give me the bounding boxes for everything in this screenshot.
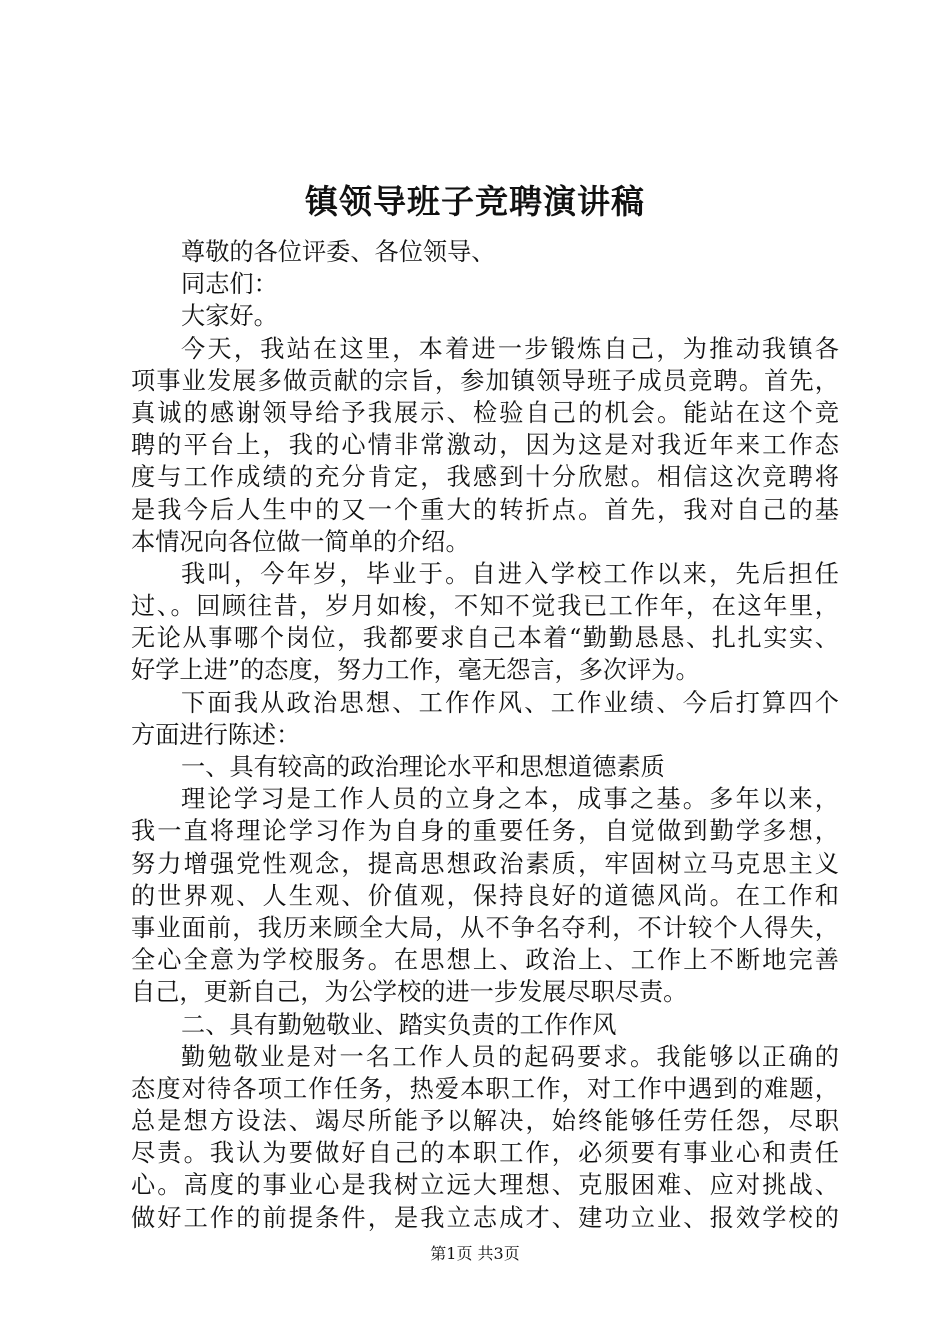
document-body bbox=[131, 236, 839, 1234]
text-line: 过、。回顾往昔，岁月如梭，不知不觉我已工作年，在这年里， bbox=[131, 592, 839, 621]
text-line: 自己，更新自己，为公学校的进一步发展尽职尽责。 bbox=[131, 978, 688, 1007]
text-line: 心。高度的事业心是我树立远大理想、克服困难、应对挑战、 bbox=[131, 1171, 839, 1200]
text-line: 勤勉敬业是对一名工作人员的起码要求。我能够以正确的 bbox=[181, 1042, 839, 1071]
text-line: 的世界观、人生观、价值观，保持良好的道德风尚。在工作和 bbox=[131, 881, 839, 910]
text-line: 总是想方设法、竭尽所能予以解决，始终能够任劳任怨，尽职 bbox=[131, 1107, 839, 1136]
text-line: 是我今后人生中的又一个重大的转折点。首先，我对自己的基 bbox=[131, 495, 839, 524]
page-footer: 第1页 共3页 bbox=[430, 1244, 520, 1263]
text-line: 尊敬的各位评委、各位领导、 bbox=[181, 238, 496, 266]
text-line: 理论学习是工作人员的立身之本，成事之基。多年以来， bbox=[181, 785, 839, 814]
text-line: 全心全意为学校服务。在思想上、政治上、工作上不断地完善 bbox=[131, 946, 839, 975]
text-line: 做好工作的前提条件，是我立志成才、建功立业、报效学校的 bbox=[131, 1203, 839, 1232]
text-line: 态度对待各项工作任务，热爱本职工作，对工作中遇到的难题， bbox=[131, 1074, 839, 1103]
text-line: 同志们： bbox=[181, 270, 278, 299]
text-line: 二、具有勤勉敬业、踏实负责的工作作风 bbox=[181, 1010, 617, 1039]
text-line: 好学上进”的态度，努力工作，毫无怨言，多次评为。 bbox=[131, 656, 700, 685]
text-line: 我叫，今年岁，毕业于。自进入学校工作以来，先后担任 bbox=[181, 559, 839, 588]
text-line: 真诚的感谢领导给予我展示、检验自己的机会。能站在这个竞 bbox=[131, 398, 839, 427]
text-line: 一、具有较高的政治理论水平和思想道德素质 bbox=[181, 753, 665, 781]
text-line: 本情况向各位做一简单的介绍。 bbox=[131, 527, 470, 556]
text-line: 大家好。 bbox=[181, 302, 278, 331]
text-line: 聘的平台上，我的心情非常激动，因为这是对我近年来工作态 bbox=[131, 431, 839, 460]
text-line: 尽责。我认为要做好自己的本职工作，必须要有事业心和责任 bbox=[131, 1139, 839, 1168]
text-line: 下面我从政治思想、工作作风、工作业绩、今后打算四个 bbox=[181, 688, 839, 717]
text-line: 方面进行陈述： bbox=[131, 720, 301, 749]
text-line: 无论从事哪个岗位，我都要求自己本着“勤勤恳恳、扎扎实实、 bbox=[131, 624, 839, 653]
text-line: 事业面前，我历来顾全大局，从不争名夺利，不计较个人得失， bbox=[131, 913, 839, 942]
text-line: 今天，我站在这里，本着进一步锻炼自己，为推动我镇各 bbox=[181, 334, 839, 363]
text-line: 我一直将理论学习作为自身的重要任务，自觉做到勤学多想， bbox=[131, 817, 839, 846]
text-line: 项事业发展多做贡献的宗旨，参加镇领导班子成员竞聘。首先， bbox=[131, 366, 839, 395]
document-title: 镇领导班子竞聘演讲稿 bbox=[305, 182, 645, 221]
text-line: 度与工作成绩的充分肯定，我感到十分欣慰。相信这次竞聘将 bbox=[131, 463, 839, 492]
text-line: 努力增强党性观念，提高思想政治素质，牢固树立马克思主义 bbox=[131, 849, 839, 878]
